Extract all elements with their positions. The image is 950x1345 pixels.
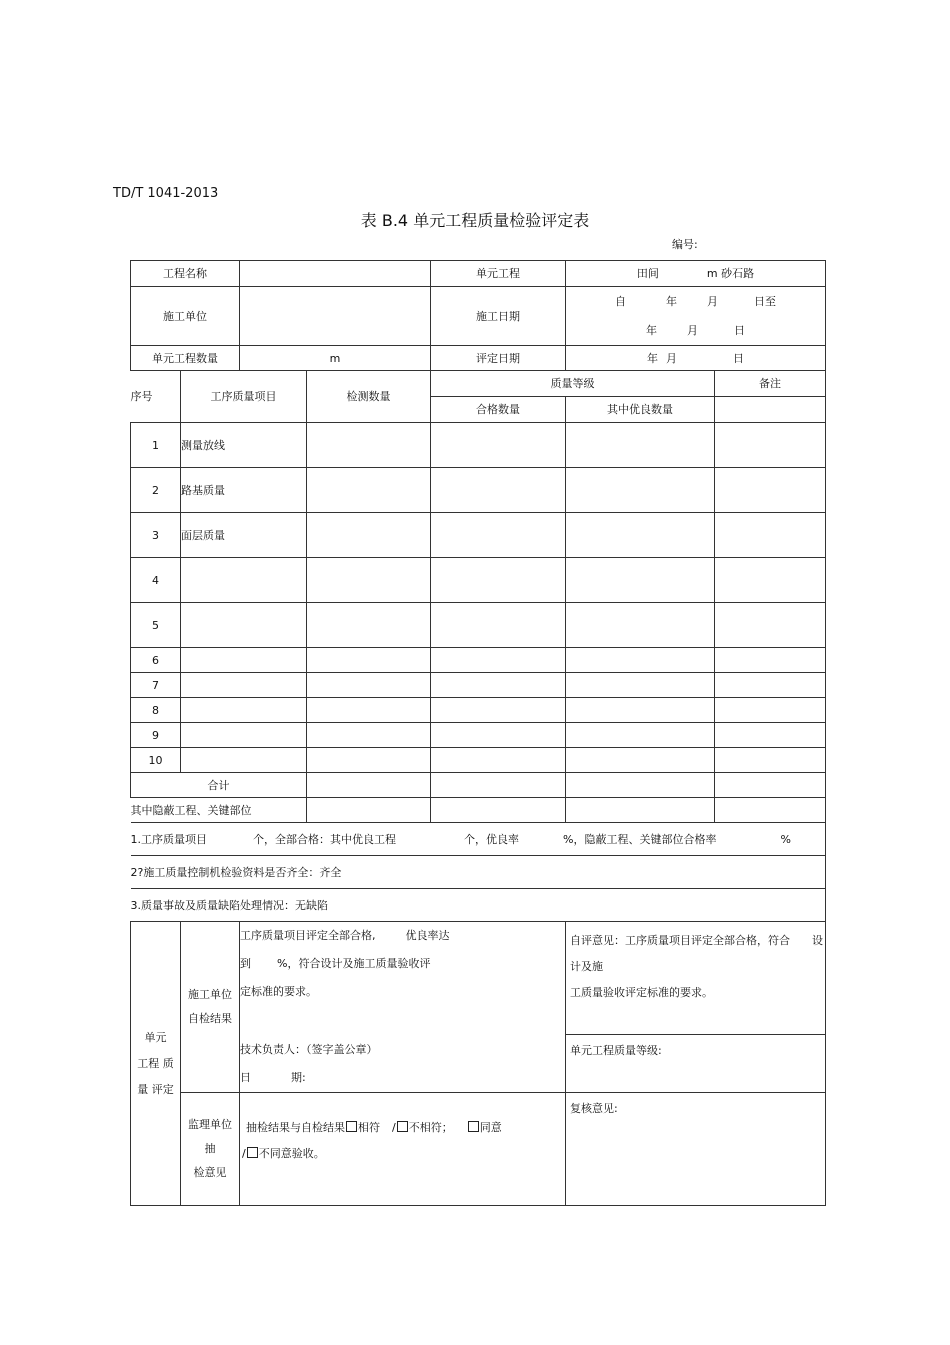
review-opinion[interactable]: 复核意见:	[566, 1093, 826, 1206]
cell-excellent[interactable]	[566, 748, 715, 773]
cell-excellent[interactable]	[566, 603, 715, 648]
cell-excellent[interactable]	[566, 423, 715, 468]
cell-excellent[interactable]	[566, 673, 715, 698]
checkbox-disagree[interactable]	[247, 1147, 258, 1158]
hidden-works-row	[131, 798, 826, 823]
cell-qualified[interactable]	[431, 468, 566, 513]
cell-remark[interactable]	[715, 558, 826, 603]
self-opinion[interactable]: 自评意见：工序质量项目评定全部合格，符合 设计及施 工质量验收评定标准的要求。	[566, 922, 826, 1035]
cell-excellent[interactable]	[566, 468, 715, 513]
cell-qualified[interactable]	[431, 673, 566, 698]
documents-complete-text: 2?施工质量控制机检验资料是否齐全：齐全	[131, 856, 826, 889]
cell-remark[interactable]	[715, 723, 826, 748]
table-row	[131, 723, 826, 748]
summary-1e: %	[780, 832, 791, 846]
row-no: 6	[131, 648, 181, 673]
summary-line-2	[131, 856, 826, 889]
eval-date-label: 评定日期	[431, 346, 566, 371]
cell-check-qty[interactable]	[307, 673, 431, 698]
cell-excellent[interactable]	[566, 773, 715, 798]
cell-remark[interactable]	[715, 513, 826, 558]
self-check-label: 施工单位 自检结果	[181, 922, 240, 1093]
summary-1c: 个，优良率	[464, 832, 519, 846]
row-item[interactable]	[181, 673, 307, 698]
cell-remark[interactable]	[715, 603, 826, 648]
eval-date-field[interactable]: 年 月 日	[566, 346, 826, 371]
row-item[interactable]	[181, 648, 307, 673]
cell-remark[interactable]	[715, 798, 826, 823]
cell-check-qty[interactable]	[307, 748, 431, 773]
cell-qualified[interactable]	[431, 513, 566, 558]
defects-text: 3.质量事故及质量缺陷处理情况：无缺陷	[131, 889, 826, 922]
cell-check-qty[interactable]	[307, 648, 431, 673]
row-no: 4	[131, 558, 181, 603]
cell-excellent[interactable]	[566, 723, 715, 748]
supervisor-opinion[interactable]: 抽检结果与自检结果 相符 / 不相符； 同意 / 不同意验收。	[240, 1093, 566, 1206]
summary-line-1	[131, 823, 826, 856]
cell-remark[interactable]	[715, 468, 826, 513]
unit-project-value[interactable]: 田间 m 砂石路	[566, 261, 826, 287]
unit-project-label: 单元工程	[431, 261, 566, 287]
cell-remark[interactable]	[715, 648, 826, 673]
table-row	[131, 673, 826, 698]
cell-qualified[interactable]	[431, 558, 566, 603]
row-item: 面层质量	[181, 513, 307, 558]
row-item: 测量放线	[181, 423, 307, 468]
table-row	[131, 648, 826, 673]
col-header-check-qty: 检测数量	[307, 371, 431, 423]
hidden-works-label: 其中隐蔽工程、关键部位	[131, 798, 307, 823]
row-item[interactable]	[181, 723, 307, 748]
cell-excellent[interactable]	[566, 648, 715, 673]
cell-qualified[interactable]	[431, 698, 566, 723]
self-check-result[interactable]: 工序质量项目评定全部合格, 优良率达 到 %，符合设计及施工质量验收评 定标准的要求。 技术负责人：（签字盖公章） 日 期:	[240, 922, 566, 1093]
cell-excellent[interactable]	[566, 558, 715, 603]
row-no: 10	[131, 748, 181, 773]
cell-qualified[interactable]	[431, 798, 566, 823]
row-no: 2	[131, 468, 181, 513]
col-header-grade: 质量等级	[431, 371, 715, 397]
cell-remark[interactable]	[715, 773, 826, 798]
cell-check-qty[interactable]	[307, 513, 431, 558]
row-item[interactable]	[181, 558, 307, 603]
summary-1d: %，隐蔽工程、关键部位合格率	[563, 832, 717, 846]
project-name-field[interactable]	[240, 261, 431, 287]
cell-remark[interactable]	[715, 748, 826, 773]
col-header-remark-blank	[715, 397, 826, 423]
table-row	[131, 423, 826, 468]
cell-check-qty[interactable]	[307, 798, 431, 823]
col-header-item: 工序质量项目	[181, 371, 307, 423]
cell-remark[interactable]	[715, 698, 826, 723]
row-no: 7	[131, 673, 181, 698]
cell-check-qty[interactable]	[307, 773, 431, 798]
cell-qualified[interactable]	[431, 723, 566, 748]
cell-qualified[interactable]	[431, 603, 566, 648]
unit-quality-grade[interactable]: 单元工程质量等级:	[566, 1035, 826, 1093]
cell-excellent[interactable]	[566, 698, 715, 723]
standard-code: TD/T 1041-2013	[113, 186, 219, 201]
row-no: 3	[131, 513, 181, 558]
row-no: 8	[131, 698, 181, 723]
cell-check-qty[interactable]	[307, 723, 431, 748]
checkbox-mismatch[interactable]	[397, 1121, 408, 1132]
cell-excellent[interactable]	[566, 513, 715, 558]
table-row	[131, 513, 826, 558]
cell-check-qty[interactable]	[307, 423, 431, 468]
supervisor-label: 监理单位 抽 检意见	[181, 1093, 240, 1206]
cell-check-qty[interactable]	[307, 558, 431, 603]
cell-excellent[interactable]	[566, 798, 715, 823]
construction-unit-field[interactable]	[240, 287, 431, 346]
project-name-label: 工程名称	[131, 261, 240, 287]
table-row	[131, 748, 826, 773]
quantity-field[interactable]: m	[240, 346, 431, 371]
cell-check-qty[interactable]	[307, 698, 431, 723]
quantity-label: 单元工程数量	[131, 346, 240, 371]
col-header-remark: 备注	[715, 371, 826, 397]
row-item[interactable]	[181, 603, 307, 648]
summary-line-3	[131, 889, 826, 922]
unit-quality-eval-label: 单元 工程 质 量 评定	[131, 922, 181, 1206]
row-item: 路基质量	[181, 468, 307, 513]
row-no: 1	[131, 423, 181, 468]
col-header-no: 序号	[131, 371, 181, 423]
evaluation-table	[130, 260, 826, 1206]
cell-remark[interactable]	[715, 673, 826, 698]
cell-remark[interactable]	[715, 423, 826, 468]
row-item[interactable]	[181, 748, 307, 773]
cell-qualified[interactable]	[431, 423, 566, 468]
checkbox-match[interactable]	[346, 1121, 357, 1132]
row-no: 9	[131, 723, 181, 748]
table-row	[131, 468, 826, 513]
col-header-qualified: 合格数量	[431, 397, 566, 423]
page-title: 表 B.4 单元工程质量检验评定表	[360, 211, 590, 230]
checkbox-agree[interactable]	[468, 1121, 479, 1132]
row-item[interactable]	[181, 698, 307, 723]
summary-1b: 个，全部合格：其中优良工程	[253, 832, 396, 846]
construction-date-field[interactable]: 自 年 月 日至 年 月 日	[566, 287, 826, 346]
cell-qualified[interactable]	[431, 648, 566, 673]
total-label: 合计	[131, 773, 307, 798]
total-row	[131, 773, 826, 798]
table-row	[131, 603, 826, 648]
construction-unit-label: 施工单位	[131, 287, 240, 346]
col-header-excellent: 其中优良数量	[566, 397, 715, 423]
table-row	[131, 698, 826, 723]
cell-check-qty[interactable]	[307, 468, 431, 513]
cell-qualified[interactable]	[431, 773, 566, 798]
summary-1a: 1.工序质量项目	[130, 832, 207, 846]
cell-check-qty[interactable]	[307, 603, 431, 648]
cell-qualified[interactable]	[431, 748, 566, 773]
construction-date-label: 施工日期	[431, 287, 566, 346]
form-number-label: 编号:	[672, 238, 698, 251]
row-no: 5	[131, 603, 181, 648]
table-row	[131, 558, 826, 603]
